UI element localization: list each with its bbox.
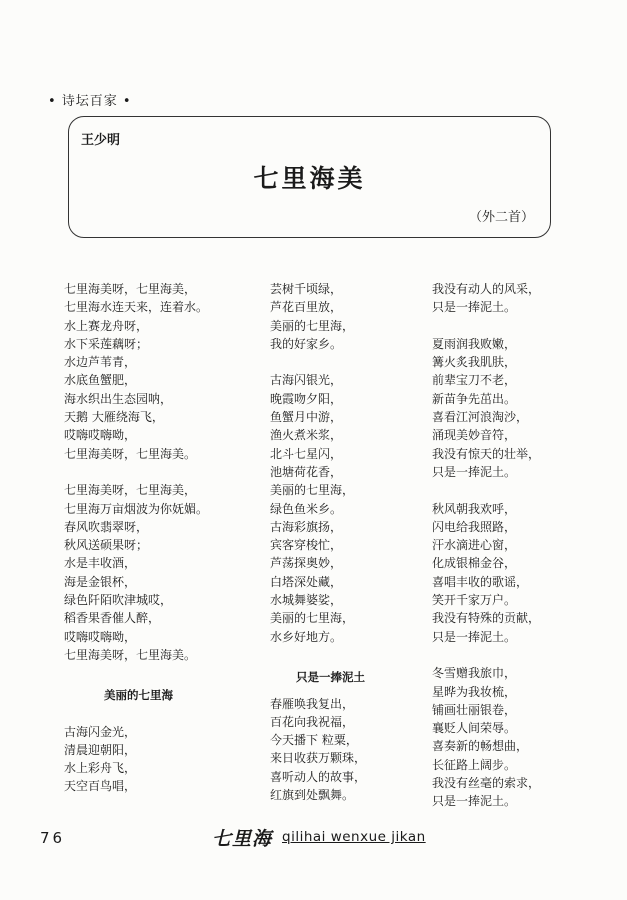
subtitle: （外二首） [468, 210, 534, 225]
poem-line: 绿色阡陌吹津城哎， [64, 593, 173, 608]
poem-line: 我没有惊天的壮举， [432, 446, 541, 461]
poem-line: 哎嗨哎嗨呦， [64, 629, 137, 644]
stanza [64, 723, 254, 796]
stanza [432, 280, 582, 317]
stanza [270, 518, 420, 646]
poem-column-2 [270, 280, 420, 804]
poem-line: 宾客穿梭忙， [270, 538, 343, 553]
poem-line: 天鹅 大雁绕海飞， [64, 410, 164, 425]
journal-logo-text: 七里海 [212, 828, 273, 850]
poem-line: 来日收获万颗珠， [270, 751, 367, 766]
stanza [270, 280, 420, 353]
poem-line: 前辈宝刀不老， [432, 373, 517, 388]
poem-line: 水底鱼蟹肥， [64, 373, 137, 388]
poem-line: 篝火炙我肌肤， [432, 355, 517, 370]
poem-line: 铺画壮丽银卷， [432, 702, 517, 717]
stanza [64, 481, 254, 664]
poem-line: 北斗七星闪， [270, 446, 343, 461]
poem-heading: 只是一捧泥土 [296, 670, 365, 685]
poem-line: 只是一捧泥土。 [432, 794, 517, 809]
poem-line: 我的好家乡。 [270, 336, 343, 351]
poem-line: 喜奏新的畅想曲， [432, 739, 529, 754]
poem-line: 喜唱丰收的歌谣， [432, 574, 529, 589]
poem-line: 清晨迎朝阳， [64, 742, 137, 757]
poem-line: 海是金银杯， [64, 574, 137, 589]
poem-line: 我没有丝毫的索求， [432, 776, 541, 791]
poem-line: 七里海美呀，七里海美。 [64, 647, 197, 662]
poem-line: 春雁唤我复出， [270, 696, 355, 711]
poem-line: 水边芦苇青， [64, 355, 137, 370]
poem-line: 新苗争先茁出。 [432, 391, 517, 406]
poem-line: 夏雨润我败嫩， [432, 336, 517, 351]
poem-line: 渔火煮米浆， [270, 428, 343, 443]
poem-line: 稻香果香催人醉， [64, 611, 161, 626]
stanza [270, 695, 420, 805]
section-tag: • 诗坛百家 • [48, 94, 132, 109]
poem-line: 绿色鱼米乡。 [270, 501, 343, 516]
poem-line: 天空百鸟唱， [64, 779, 137, 794]
poem-line: 今天播下 粒粟， [270, 733, 358, 748]
poem-line: 水乡好地方。 [270, 629, 343, 644]
stanza [432, 664, 582, 810]
poem-line: 芦荡探奥妙， [270, 556, 343, 571]
poem-line: 美丽的七里海， [270, 318, 355, 333]
author-name: 王少明 [81, 133, 121, 148]
poem-line: 笑开千家万户。 [432, 593, 517, 608]
poem-line: 我没有特殊的贡献， [432, 611, 541, 626]
journal-pinyin: qilihai wenxue jikan [282, 829, 426, 845]
poem-line: 长征路上阔步。 [432, 757, 517, 772]
poem-line: 七里海美呀，七里海美。 [64, 446, 197, 461]
poem-line: 七里海美呀，七里海美， [64, 483, 197, 498]
poem-line: 七里海万亩烟波为你妩媚。 [64, 501, 209, 516]
stanza [64, 280, 254, 463]
poem-line: 水上赛龙舟呀， [64, 318, 149, 333]
poem-line: 水是丰收酒， [64, 556, 137, 571]
poem-line: 七里海美呀，七里海美， [64, 282, 197, 296]
stanza [270, 371, 420, 517]
poem-line: 古海彩旗扬， [270, 519, 343, 534]
poem-line: 汗水滴进心窗， [432, 538, 517, 553]
poem-column-1 [64, 280, 254, 796]
poem-column-3 [432, 280, 582, 811]
poem-line: 水上彩舟飞， [64, 761, 137, 776]
poem-line: 我没有动人的风采， [432, 282, 541, 296]
poem-line: 百花向我祝福， [270, 714, 355, 729]
poem-line: 芸树千顷绿， [270, 282, 343, 296]
poem-line: 芦花百里放， [270, 300, 343, 315]
poem-line: 化成银棉金谷， [432, 556, 517, 571]
poem-line: 红旗到处飘舞。 [270, 788, 355, 803]
poem-line: 晚霞吻夕阳， [270, 391, 343, 406]
poem-line: 冬雪赠我旅巾， [432, 666, 517, 681]
poem-line: 襄贬人间荣辱。 [432, 721, 517, 736]
stanza [432, 500, 582, 646]
poem-line: 水下采莲藕呀； [64, 336, 149, 351]
poem-line: 美丽的七里海， [270, 483, 355, 498]
poem-line: 秋风送硕果呀； [64, 538, 149, 553]
page-title: 七里海美 [253, 164, 366, 193]
poem-line: 只是一捧泥土。 [432, 629, 517, 644]
poem-line: 秋风朝我欢呼， [432, 501, 517, 516]
poem-line: 美丽的七里海， [270, 611, 355, 626]
poem-line: 哎嗨哎嗨呦， [64, 428, 137, 443]
poem-line: 涌现美妙音符， [432, 428, 517, 443]
poem-heading: 美丽的七里海 [104, 688, 173, 703]
poem-line: 春风吹翡翠呀， [64, 519, 149, 534]
poem-line: 海水织出生态园呐， [64, 391, 173, 406]
poem-line: 只是一捧泥土。 [432, 464, 517, 479]
stanza [432, 335, 582, 481]
poem-line: 喜听动人的故事， [270, 769, 367, 784]
poem-line: 星晔为我妆梳， [432, 684, 517, 699]
title-box [68, 116, 551, 238]
poem-line: 池塘荷花香， [270, 464, 343, 479]
poem-line: 古海闪金光， [64, 724, 137, 739]
poem-line: 古海闪银光， [270, 373, 343, 388]
poem-line: 鱼蟹月中游， [270, 410, 343, 425]
poem-line: 七里海水连天来，连着水。 [64, 300, 209, 315]
poem-line: 闪电给我照路， [432, 519, 517, 534]
poem-line: 喜看江河浪淘沙， [432, 410, 529, 425]
poem-line: 只是一捧泥土。 [432, 300, 517, 315]
poem-line: 水城舞婆娑， [270, 593, 343, 608]
page-number: 76 [40, 829, 66, 847]
poem-line: 白塔深处藏， [270, 574, 343, 589]
